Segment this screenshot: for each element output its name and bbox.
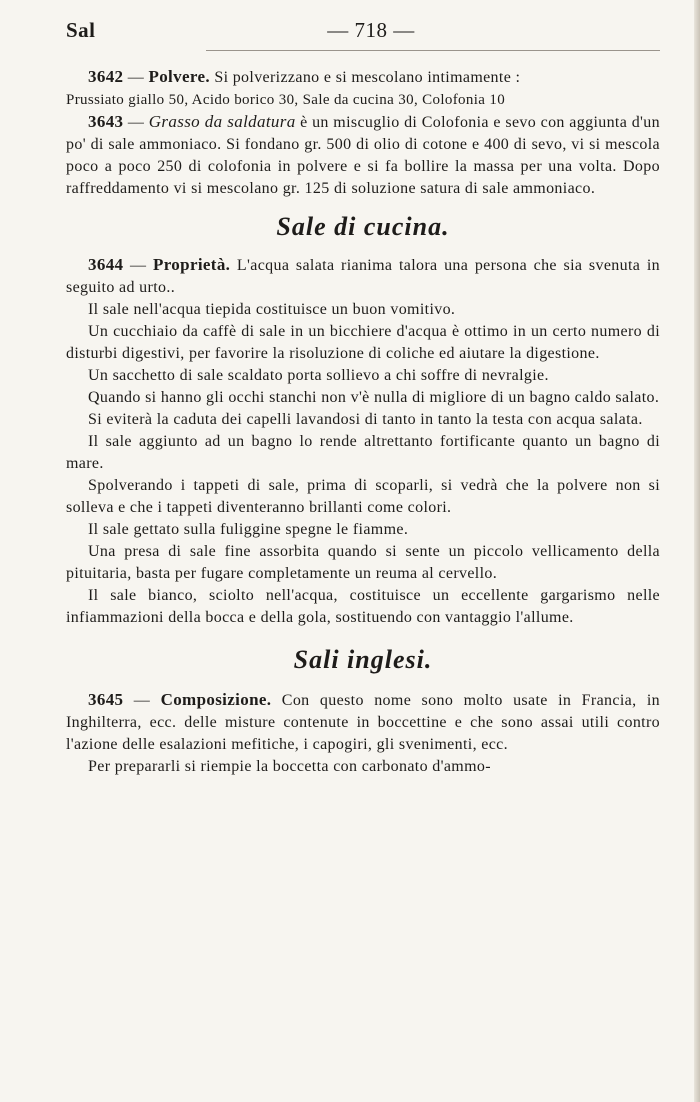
page-edge-shadow bbox=[694, 0, 700, 1102]
paragraph: Il sale gettato sulla fuliggine spegne le fiamme. bbox=[88, 521, 409, 538]
paragraph: Il sale aggiunto ad un bagno lo rende altrettanto fortificante quanto un bagno di mare. bbox=[66, 433, 660, 472]
entry-3644 bbox=[66, 254, 660, 299]
entry-3643 bbox=[66, 111, 660, 200]
paragraph: Per prepararli si riempie la boccetta con carbonato d'ammo- bbox=[88, 758, 491, 775]
entry-number: 3643 bbox=[88, 112, 124, 131]
entry-text: Con questo nome sono molto usate in Francia, in Inghilterra, ecc. delle misture contenute in boccettine e che sono assai utili contro l'azione delle esalazioni mefitiche, i capogiri, gli svenimenti, ecc. bbox=[66, 692, 660, 753]
paragraph: Il sale bianco, sciolto nell'acqua, costituisce un eccellente gargarismo nelle infiammazioni della bocca e della gola, sostituendo con vantaggio l'allume. bbox=[66, 587, 660, 626]
paragraph: Spolverando i tappeti di sale, prima di scoparli, si vedrà che la polvere non si solleva e che i tappeti diventeranno brillanti come colori. bbox=[66, 477, 660, 516]
header-rule bbox=[206, 50, 660, 51]
paragraph: Una presa di sale fine assorbita quando si sente un piccolo vellicamento della pituitaria, basta per fugare completamente un reuma al cervello. bbox=[66, 543, 660, 582]
entry-dash: — bbox=[123, 692, 161, 709]
section-heading-sale-di-cucina: Sale di cucina. bbox=[276, 212, 450, 241]
paragraph: Un cucchiaio da caffè di sale in un bicchiere d'acqua è ottimo in un certo numero di disturbi digestivi, per favorire la risoluzione di coliche ed aiutare la digestione. bbox=[66, 323, 660, 362]
entry-title: Polvere. bbox=[148, 67, 210, 86]
entry-number: 3642 bbox=[88, 67, 124, 86]
page-body bbox=[66, 66, 660, 778]
entry-dash: — bbox=[123, 114, 149, 131]
paragraph: Un sacchetto di sale scaldato porta sollievo a chi soffre di nevralgie. bbox=[88, 367, 549, 384]
paragraph: Quando si hanno gli occhi stanchi non v'è nulla di migliore di un bagno caldo salato. bbox=[88, 389, 660, 406]
entry-3645 bbox=[66, 689, 660, 756]
entry-title: Proprietà. bbox=[152, 255, 231, 274]
running-head: Sal bbox=[66, 18, 96, 42]
entry-dash: — bbox=[123, 69, 149, 86]
entry-title: Composizione. bbox=[160, 690, 272, 709]
entry-number: 3644 bbox=[88, 255, 124, 274]
entry-3642-ingredients: Prussiato giallo 50, Acido borico 30, Sale da cucina 30, Colofonia 10 bbox=[66, 92, 506, 108]
entry-number: 3645 bbox=[88, 690, 124, 709]
entry-dash: — bbox=[123, 257, 153, 274]
entry-3642 bbox=[66, 66, 660, 89]
entry-text: è un miscuglio di Colofonia e sevo con aggiunta d'un po' di sale ammoniaco. Si fondano gr. 500 di olio di cotone e 400 di sevo, vi si mescola poco a poco 250 di colofonia in polvere e si fa bollire la massa per una volta. Dopo raffreddamento vi si mescolano gr. 125 di soluzione satura di sale ammoniaco. bbox=[66, 114, 660, 197]
page-header bbox=[66, 14, 660, 54]
section-heading-sali-inglesi: Sali inglesi. bbox=[293, 645, 433, 674]
entry-text: L'acqua salata rianima talora una persona che sia svenuta in seguito ad urto.. bbox=[66, 257, 660, 296]
entry-text: Si polverizzano e si mescolano intimamente : bbox=[209, 69, 521, 86]
entry-title: Grasso da saldatura bbox=[148, 112, 296, 131]
paragraph: Il sale nell'acqua tiepida costituisce un buon vomitivo. bbox=[88, 301, 456, 318]
paragraph: Si eviterà la caduta dei capelli lavandosi di tanto in tanto la testa con acqua salata. bbox=[88, 411, 643, 428]
page-number: — 718 — bbox=[327, 18, 415, 42]
